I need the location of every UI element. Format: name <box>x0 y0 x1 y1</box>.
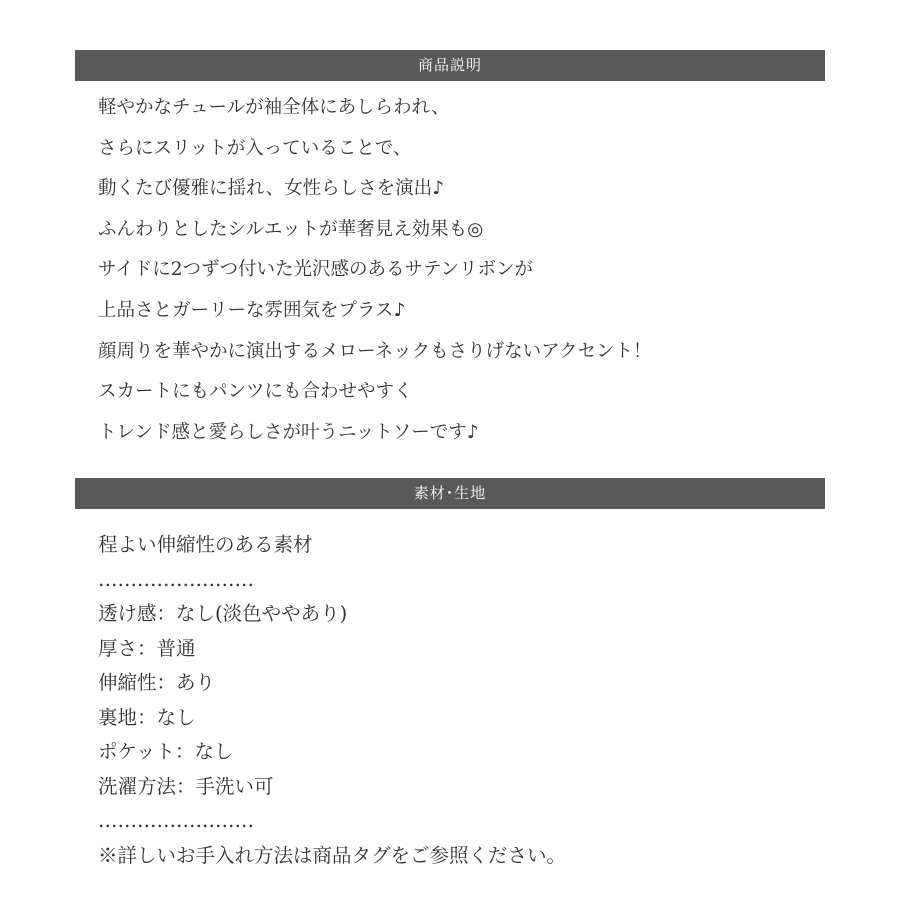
material-line: 程よい伸縮性のある素材 <box>98 533 313 556</box>
description-line: 上品さとガーリーな雰囲気をプラス♪ <box>98 299 406 321</box>
divider-dots: …………………… <box>98 809 254 832</box>
description-line: 軽やかなチュールが袖全体にあしらわれ、 <box>98 97 450 118</box>
product-description-header: 商品説明 <box>75 50 825 81</box>
description-line: さらにスリットが入っていることで、 <box>98 137 412 159</box>
product-description-list <box>98 88 652 453</box>
description-line: スカートにもパンツにも合わせやすく <box>98 381 413 403</box>
divider-dots: …………………… <box>98 567 254 591</box>
material-line: 透け感：なし(淡色ややあり) <box>98 602 348 625</box>
material-line: 伸縮性：あり <box>98 671 216 694</box>
description-line: 動くたび優雅に揺れ、女性らしさを演出♪ <box>98 178 444 200</box>
material-line: 洗濯方法：手洗い可 <box>98 774 274 798</box>
description-line: トレンド感と愛らしさが叶うニットソーです♪ <box>98 421 479 443</box>
care-note: ※詳しいお手入れ方法は商品タグをご参照ください。 <box>98 843 567 867</box>
material-header: 素材･生地 <box>75 478 825 509</box>
material-line: ポケット：なし <box>98 740 234 763</box>
description-line: 顔周りを華やかに演出するメローネックもさりげないアクセント！ <box>98 340 652 362</box>
description-line: ふんわりとしたシルエットが華奢見え効果も◎ <box>98 218 484 240</box>
material-details-list <box>98 528 566 873</box>
material-line: 裏地：なし <box>98 705 196 729</box>
material-line: 厚さ：普通 <box>98 636 196 660</box>
description-line: サイドに2つずつ付いた光沢感のあるサテンリボンが <box>98 259 534 281</box>
